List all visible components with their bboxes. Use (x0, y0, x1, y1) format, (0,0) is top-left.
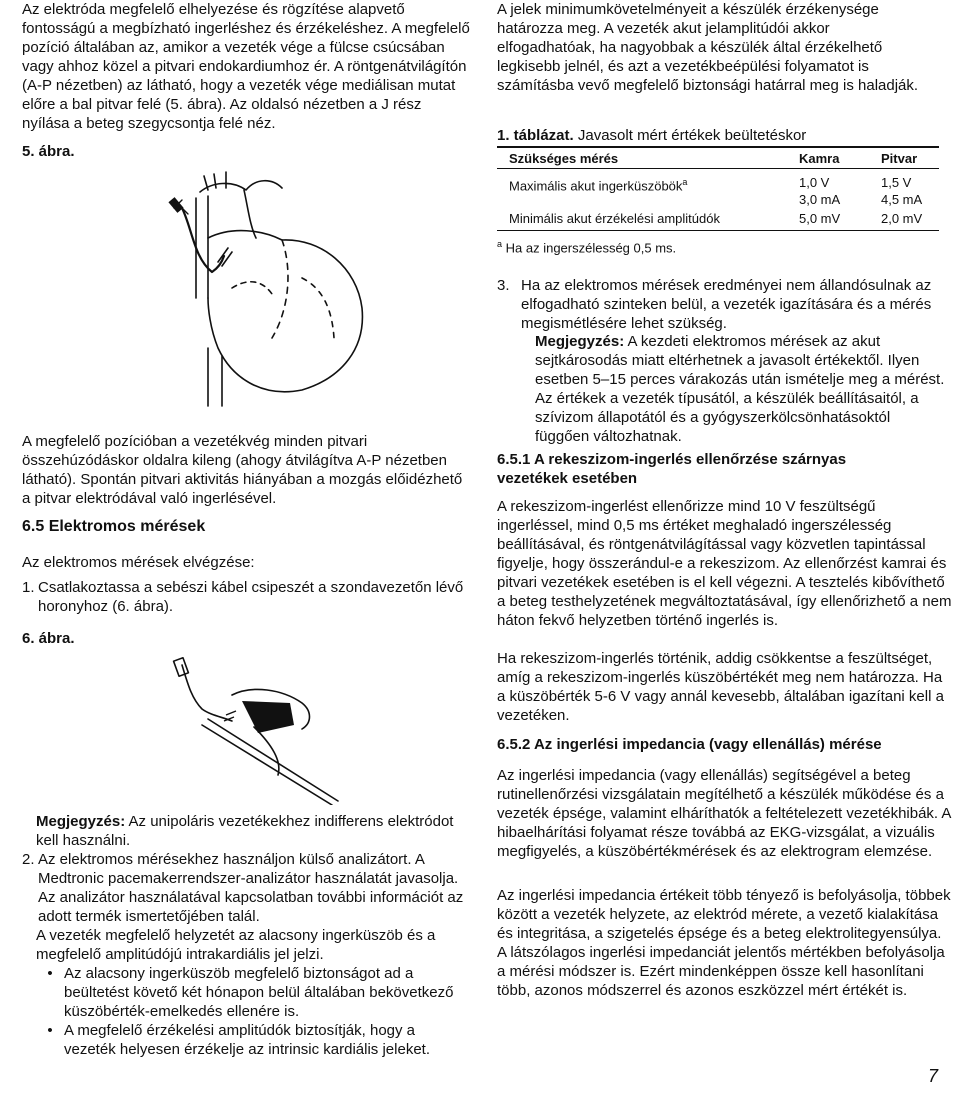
table-label: 1. táblázat. (497, 127, 574, 144)
table-top-rule (497, 146, 939, 148)
row-1-label: Maximális akut ingerküszöbök (509, 178, 683, 194)
bullet-item (22, 1021, 470, 1059)
row-1-kamra-ma: 3,0 mA (799, 192, 841, 207)
row-1-kamra-v: 1,0 V (799, 175, 830, 190)
footnote-marker: a (497, 239, 503, 249)
step-2-text: Az elektromos mérésekhez használjon külső analizátort. A Medtronic pacemakerrendszer-analizátor használatát javasolja. Az analizátor használatával kapcsolatban további információt az adott termék ismertetőjében talál. (38, 851, 464, 925)
row-1-pitvar-ma: 4,5 mA (881, 192, 923, 207)
page-number: 7 (927, 1066, 938, 1086)
intro-paragraph: Az elektróda megfelelő elhelyezése és rögzítése alapvető fontosságú a megbízható ingerléshez és érzékeléshez. A megfelelő pozíció általában az, amikor a vezeték vége a fülcse csúcsában vagy ahhoz közel a pitvari endokardiumhoz ér. A röntgenátvilágítón (A-P nézetben) az látható, hogy a vezeték vége mediálisan mutat előre a bal pitvar felé (5. ábra). Az oldalsó nézetben a J rész nyílása a beteg szegycsontja felé néz. (22, 1, 470, 132)
table-cell (509, 174, 799, 208)
section-6-5-1-heading: 6.5.1 A rekeszizom-ingerlés ellenőrzése szárnyas vezetékek esetében (497, 451, 847, 487)
table-header: Szükséges mérés (509, 151, 619, 166)
figure-6-label: 6. ábra. (22, 630, 75, 647)
step-1 (22, 578, 470, 616)
bullet-item (22, 964, 470, 1021)
note-2-text: A kezdeti elektromos mérések az akut sejtkárosodás miatt eltérhetnek a javasolt értékektől. Ilyen esetben 5–15 perces várakozás után ismételje meg a mérést. Az értékek a vezeték típusától, a készülék beállításaitól, a szívizom állapotától és a gyógyszerkölcsönhatásoktól függően változhatnak. (535, 333, 945, 445)
section-6-5-1-paragraph-1: A rekeszizom-ingerlést ellenőrizze mind 10 V feszültségű ingerléssel, mind 0,5 ms értéket meghaladó ingerszélesség beállításával, és röntgenátvilágítással vagy közvetlen tapintással figyelje, hogy összerándul-e a rekeszizom. Az ellenőrzést kamrai és pitvari vezetékek esetében is el kell végezni. A tesztelés kibővíthető a beteg testhelyzetének megváltoztatásával, így ellenőrizhető a nem háton fekvő helyzetben történő ingerlés is. (497, 498, 952, 629)
note-1-text: Az unipoláris vezetékekhez indifferens elektródot kell használni. (36, 813, 454, 849)
section-6-5-2-paragraph-1: Az ingerlési impedancia (vagy ellenállás) segítségével a beteg rutinellenőrzési vizsgálatain megítélhető a készülék működése és a vezeték épsége, valamint elháríthatók a feltételezett vezetékhibák. A hibaelhárítási folyamat része továbbá az EKG-vizsgálat, a vizuális megfigyelés, a küszöbértékmérések és az elektrogram elemzése. (497, 767, 951, 860)
table-header-rule (497, 168, 939, 169)
section-6-5-heading: 6.5 Elektromos mérések (22, 518, 206, 535)
table-header-row (509, 150, 939, 167)
table-header: Kamra (799, 151, 840, 166)
bullet-dot: • (47, 1022, 53, 1039)
table-row (509, 174, 939, 208)
section-6-5-2-paragraph-2: Az ingerlési impedancia értékeit több tényező is befolyásolja, többek között a vezeték helyzete, az elektród mérete, a vezető kialakítása és integritása, a szigetelés épsége és a beteg elektrolitegyensúlya. A látszólagos ingerlési impedanciát jelentős mértékben befolyásolja a mérési módszer is. Ezért mindenképpen össze kell hasonlítani több, azonos módszerrel és azonos eszközzel mért értékét is. (497, 887, 951, 999)
heart-diagram (152, 168, 392, 408)
footnote-text: Ha az ingerszélesség 0,5 ms. (502, 240, 677, 256)
section-6-5-2-heading: 6.5.2 Az ingerlési impedancia (vagy ellenállás) mérése (497, 736, 882, 753)
row-2-label: Minimális akut érzékelési amplitúdók (509, 211, 720, 226)
note-2-label: Megjegyzés: (535, 333, 625, 350)
table-cell (881, 174, 939, 208)
table-footnote (497, 236, 676, 256)
min-requirements-paragraph: A jelek minimumkövetelményeit a készülék érzékenysége határozza meg. A vezeték akut jelamplitúdói akkor elfogadhatóak, ha nagyobbak a készülék által érzékelhető legkisebb jelnél, és azt a vezetékbeépülési folyamatot is számításba vevő megfelelő biztonsági határral meg is haladják. (497, 1, 919, 94)
table-cell (799, 174, 881, 208)
step-1-text: Csatlakoztassa a sebészi kábel csipeszét a szondavezetőn lévő horonyhoz (6. ábra). (38, 579, 464, 615)
note-1-label: Megjegyzés: (36, 813, 126, 830)
figure-5-heart-illustration (152, 168, 392, 408)
bullet-dot: • (47, 965, 53, 982)
figure-6-clip-illustration (162, 655, 362, 805)
bullet-1-text: Az alacsony ingerküszöb megfelelő biztonságot ad a beültetést követő két hónapon belül általában bekövetkező küszöbérték-emelkedés ellenére is. (64, 965, 454, 1020)
row-2-kamra: 5,0 mV (799, 211, 841, 226)
step-3-text: Ha az elektromos mérések eredményei nem állandósulnak az elfogadható szinteken belül, a vezeték igazítására és a mérés megismétlésére lehet szükség. (521, 277, 932, 332)
measurement-table-body (509, 174, 939, 227)
measurement-table (509, 150, 939, 167)
step-3-number: 3. (497, 277, 510, 294)
row-1-pitvar-v: 1,5 V (881, 175, 912, 190)
bullet-2-text: A megfelelő érzékelési amplitúdók biztosítják, hogy a vezeték helyesen érzékelje az intrinsic kardiális jeleket. (64, 1022, 431, 1058)
note-1 (22, 812, 470, 850)
table-header: Pitvar (881, 151, 918, 166)
note-2 (535, 332, 945, 446)
section-6-5-1-paragraph-2: Ha rekeszizom-ingerlés történik, addig csökkentse a feszültséget, amíg a rekeszizom-ingerlés küszöbértékét meg nem határozza. Ha a küszöbérték 5-6 V vagy annál kevesebb, általában igazítani kell a vezetéken. (497, 650, 944, 724)
perform-intro: Az elektromos mérések elvégzése: (22, 554, 255, 571)
figure-5-label: 5. ábra. (22, 143, 75, 160)
position-paragraph: A megfelelő pozícióban a vezetékvég minden pitvari összehúzódáskor oldalra kileng (ahogy átvilágítva A-P nézetben látható). Spontán pitvari aktivitás hiányában a mozgás előidézhető a pitvar elektródával való ingerlésével. (22, 433, 463, 507)
footnote-marker: a (682, 177, 688, 187)
step-2-continued: A vezeték megfelelő helyzetét az alacsony ingerküszöb és a megfelelő amplitúdójú intrakardiális jel jelzi. (36, 927, 436, 963)
table-caption (497, 126, 806, 145)
table-bottom-rule (497, 230, 939, 231)
table-row (509, 208, 939, 227)
table-title: Javasolt mért értékek beültetéskor (573, 127, 807, 144)
step-2-number: 2. (22, 851, 35, 868)
clip-diagram (162, 655, 362, 805)
row-2-pitvar: 2,0 mV (881, 211, 923, 226)
step-3 (497, 276, 942, 333)
step-2 (22, 850, 470, 926)
step-1-number: 1. (22, 579, 35, 596)
